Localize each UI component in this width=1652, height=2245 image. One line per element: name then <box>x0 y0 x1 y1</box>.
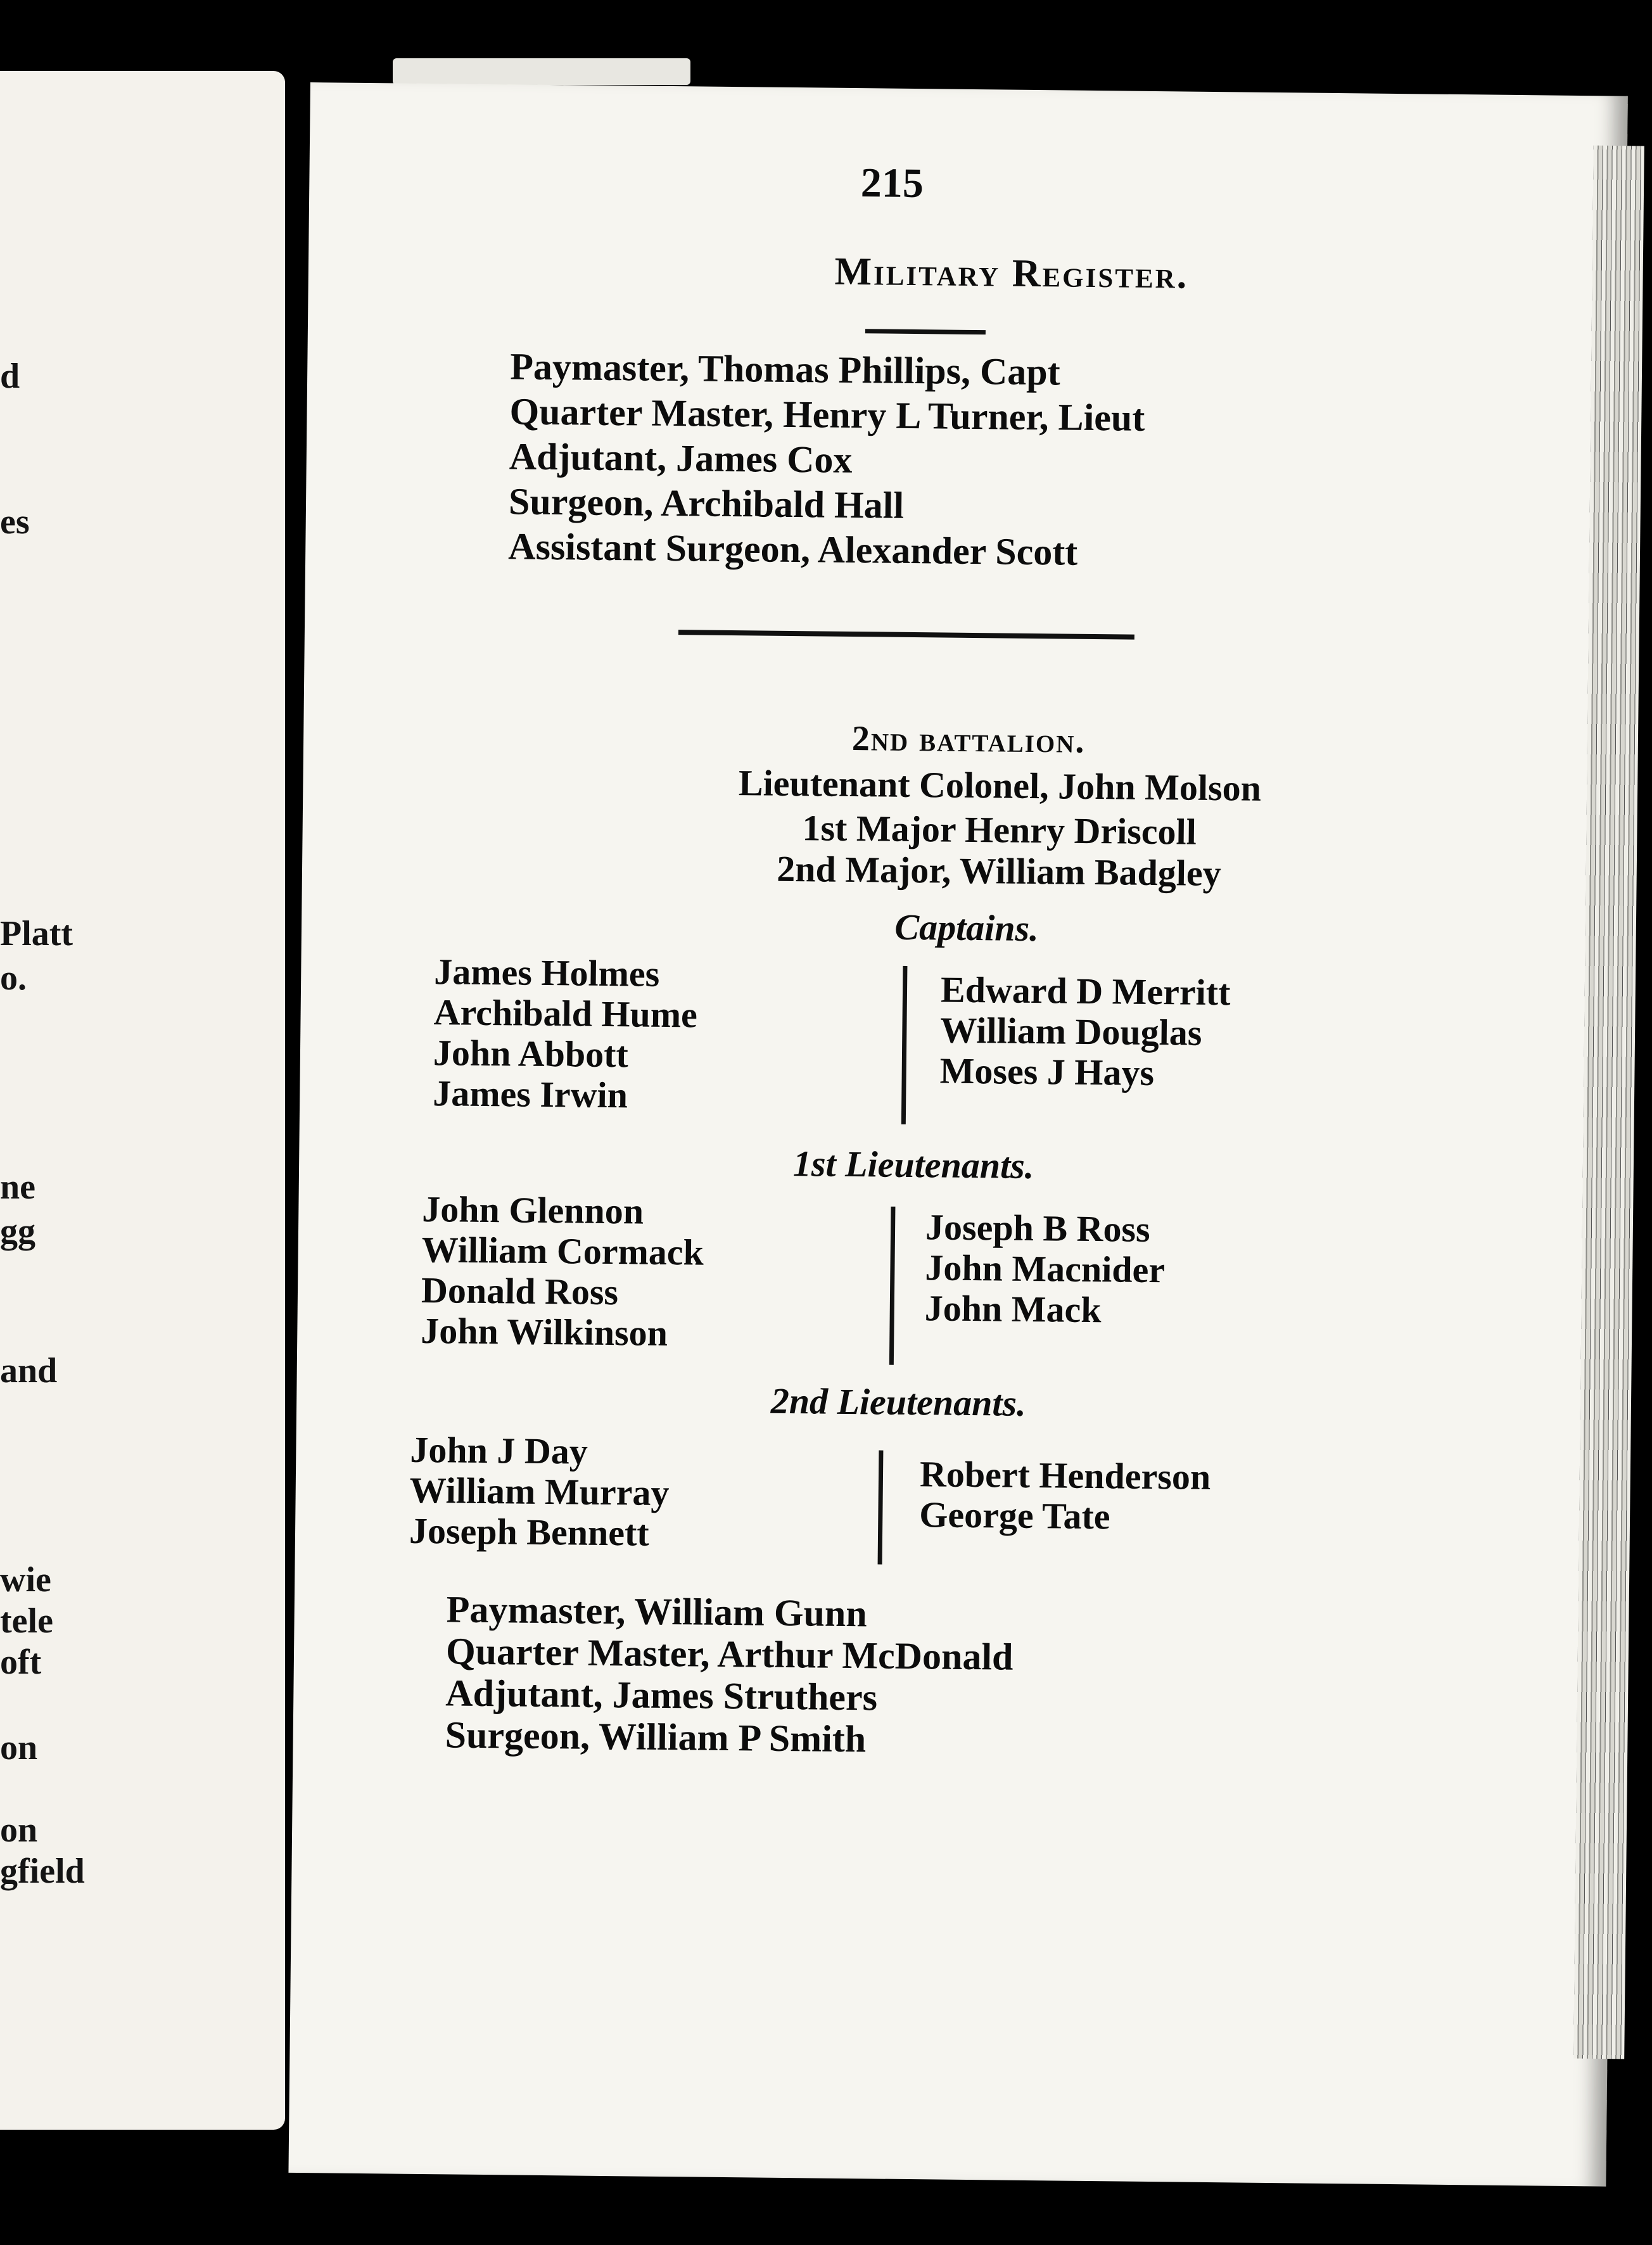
first-major: 1st Major Henry Driscoll <box>802 807 1197 853</box>
column-divider <box>889 1207 896 1365</box>
left-fragment: es <box>0 502 30 542</box>
name-entry: John Glennon <box>422 1188 644 1232</box>
name-entry: William Douglas <box>940 1009 1202 1053</box>
left-fragment: gg <box>0 1212 35 1251</box>
captains-left-column <box>433 951 698 1116</box>
right-page <box>288 82 1627 2187</box>
first-staff-block <box>508 344 1145 575</box>
name-entry: John J Day <box>410 1428 588 1472</box>
name-entry: William Murray <box>409 1469 670 1514</box>
name-entry: Joseph Bennett <box>409 1510 650 1554</box>
left-fragment: on <box>0 1810 38 1850</box>
name-entry: William Cormack <box>421 1228 704 1273</box>
first-lieutenants-right-column <box>924 1207 1166 1331</box>
name-entry: James Irwin <box>432 1072 628 1116</box>
staff-line: Quarter Master, Henry L Turner, Lieut <box>509 390 1145 439</box>
left-fragment: ne <box>0 1167 35 1207</box>
left-page <box>0 71 285 2130</box>
name-entry: John Abbott <box>433 1032 629 1076</box>
page-content <box>288 82 1627 2187</box>
section-rule <box>678 630 1134 640</box>
second-lieutenants-heading: 2nd Lieutenants. <box>770 1380 1026 1424</box>
staff-line: Paymaster, William Gunn <box>446 1588 868 1635</box>
left-fragment: o. <box>0 958 27 998</box>
staff-line: Adjutant, James Cox <box>509 435 853 481</box>
name-entry: John Macnider <box>925 1247 1166 1291</box>
left-fragment: wie <box>0 1560 51 1599</box>
name-entry: George Tate <box>919 1494 1110 1537</box>
left-fragment: oft <box>0 1643 42 1682</box>
name-entry: John Mack <box>924 1287 1102 1331</box>
name-entry: Edward D Merritt <box>940 969 1231 1014</box>
name-entry: Joseph B Ross <box>925 1206 1151 1250</box>
lieutenant-colonel: Lieutenant Colonel, John Molson <box>738 762 1262 809</box>
left-fragment: and <box>0 1351 58 1390</box>
second-major: 2nd Major, William Badgley <box>776 848 1222 894</box>
staff-line: Adjutant, James Struthers <box>445 1672 878 1719</box>
second-lieutenants-right-column <box>919 1454 1210 1538</box>
name-entry: Robert Henderson <box>919 1453 1211 1498</box>
second-staff-block <box>445 1588 1013 1761</box>
paper-strip <box>393 58 690 85</box>
staff-line: Surgeon, Archibald Hall <box>508 480 905 526</box>
left-fragment: on <box>0 1728 38 1767</box>
first-lieutenants-left-column <box>421 1189 704 1354</box>
column-divider <box>878 1451 884 1565</box>
name-entry: Donald Ross <box>421 1269 619 1313</box>
name-entry: John Wilkinson <box>421 1309 668 1354</box>
staff-line: Surgeon, William P Smith <box>445 1714 867 1760</box>
name-entry: Moses J Hays <box>939 1050 1155 1094</box>
left-fragment: gfield <box>0 1852 85 1891</box>
running-head: Military Register. <box>834 250 1189 297</box>
short-rule <box>865 329 986 334</box>
battalion-title-text: 2nd battalion. <box>851 719 1086 761</box>
captains-heading: Captains. <box>894 906 1039 950</box>
page-number: 215 <box>860 160 924 207</box>
captains-right-column <box>939 970 1230 1095</box>
name-entry: James Holmes <box>433 951 660 995</box>
second-lieutenants-left-column <box>409 1430 670 1554</box>
left-fragment: tele <box>0 1601 53 1641</box>
column-divider <box>901 966 908 1124</box>
left-fragment: d <box>0 357 20 396</box>
name-entry: Archibald Hume <box>433 991 698 1036</box>
battalion-title <box>620 716 1318 764</box>
staff-line: Assistant Surgeon, Alexander Scott <box>508 525 1078 573</box>
first-lieutenants-heading: 1st Lieutenants. <box>792 1143 1034 1187</box>
left-fragment: Platt <box>0 914 73 953</box>
staff-line: Quarter Master, Arthur McDonald <box>445 1630 1013 1678</box>
staff-line: Paymaster, Thomas Phillips, Capt <box>509 345 1061 393</box>
